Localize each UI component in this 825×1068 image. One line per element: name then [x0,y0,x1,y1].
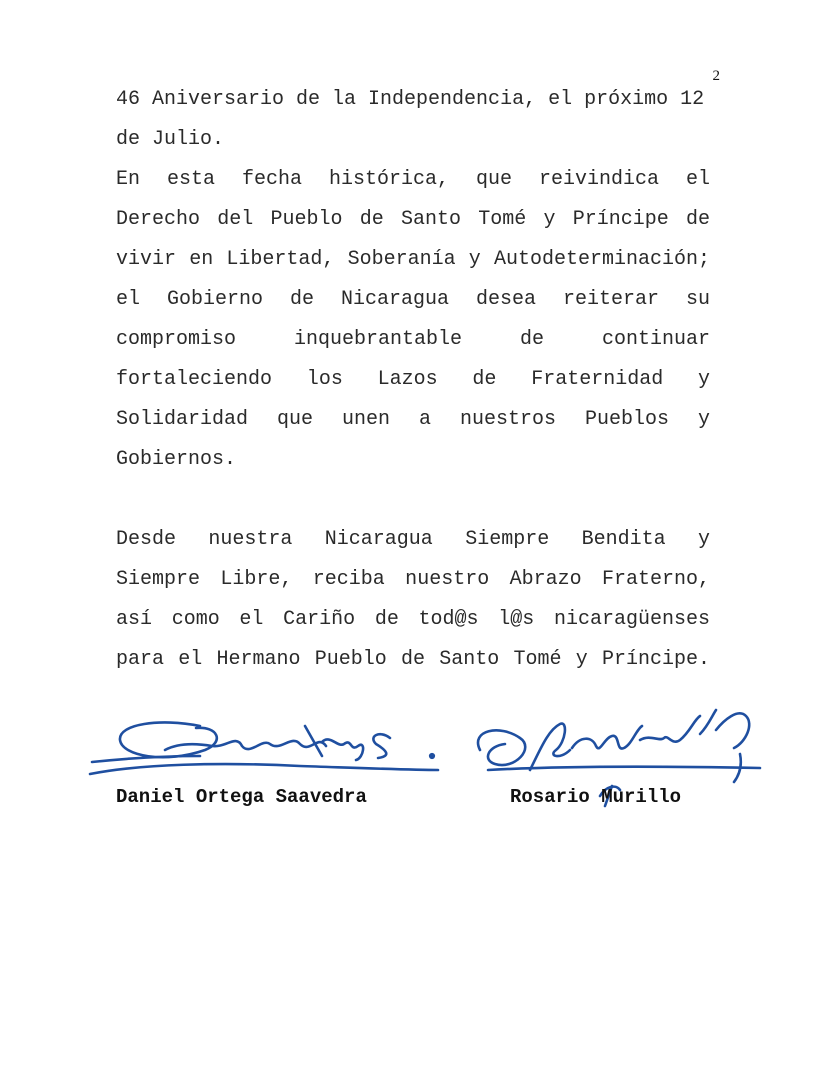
letter-line: de Julio. [116,128,225,151]
letter-line: para el Hermano Pueblo de Santo Tomé y Príncipe. [116,648,710,671]
paragraph-gap [116,480,710,520]
letter-line: el Gobierno de Nicaragua desea reiterar su [116,288,710,311]
signer-name-left: Daniel Ortega Saavedra [116,786,367,808]
letter-line: compromiso inquebrantable de continuar [116,328,710,351]
letter-line: Solidaridad que unen a nuestros Pueblos y [116,408,710,431]
letter-line: En esta fecha histórica, que reivindica el [116,168,710,191]
letter-line: Siempre Libre, reciba nuestro Abrazo Fraterno, [116,568,710,591]
signer-name-right: Rosario Murillo [510,786,682,808]
page-number: 2 [712,68,720,84]
letter-line: así como el Cariño de tod@s l@s nicaragüenses [116,608,710,631]
letter-line: Gobiernos. [116,448,237,471]
letter-body [116,80,710,680]
letter-line: Desde nuestra Nicaragua Siempre Bendita y [116,528,710,551]
signature-block [0,690,825,820]
letter-line: fortaleciendo los Lazos de Fraternidad y [116,368,710,391]
letter-line: Derecho del Pueblo de Santo Tomé y Príncipe de [116,208,710,231]
letter-line: vivir en Libertad, Soberanía y Autodeterminación; [116,248,710,271]
signature-left [90,722,438,774]
letter-line: 46 Aniversario de la Independencia, el próximo 12 [116,88,705,111]
